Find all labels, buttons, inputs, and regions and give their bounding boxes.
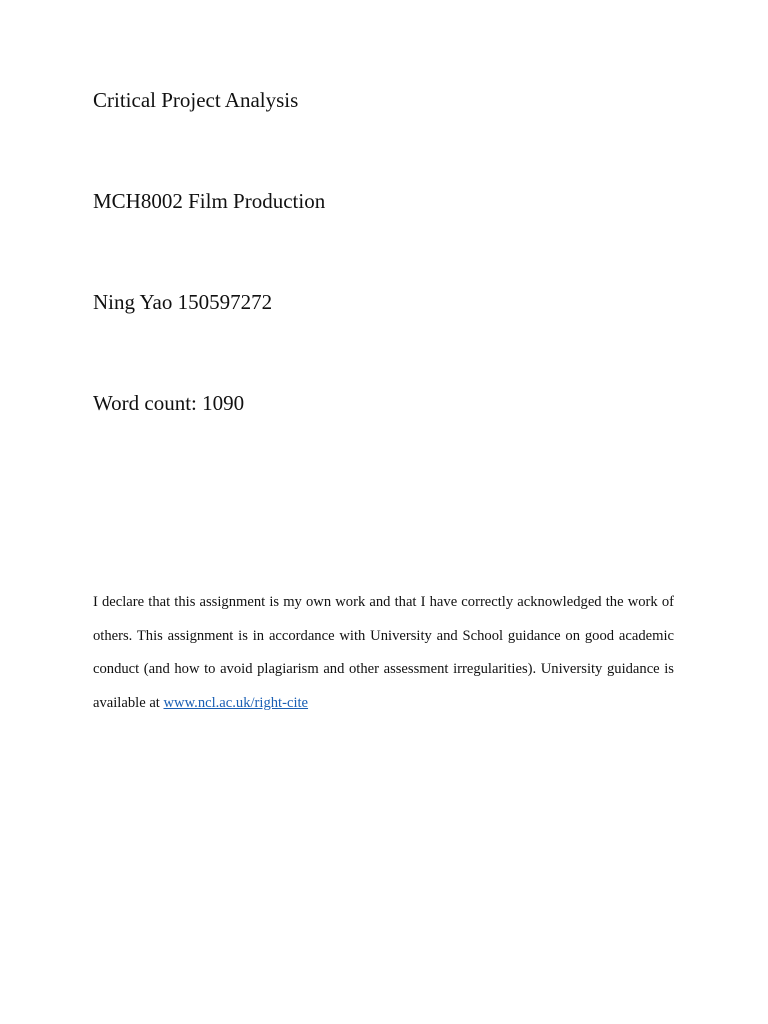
declaration-paragraph bbox=[93, 586, 674, 720]
declaration-text: I declare that this assignment is my own work and that I have correctly acknowledged the work of others. This assignment is in accordance with University and School guidance on good academic conduct (and how to avoid plagiarism and other assessment irregularities). University guidance is available at bbox=[93, 594, 674, 711]
word-count: Word count: 1090 bbox=[93, 391, 245, 415]
document-title: Critical Project Analysis bbox=[93, 88, 299, 112]
right-cite-link[interactable]: www.ncl.ac.uk/right-cite bbox=[163, 694, 309, 711]
module-name: MCH8002 Film Production bbox=[93, 189, 326, 213]
author-name-and-id: Ning Yao 150597272 bbox=[93, 290, 273, 314]
